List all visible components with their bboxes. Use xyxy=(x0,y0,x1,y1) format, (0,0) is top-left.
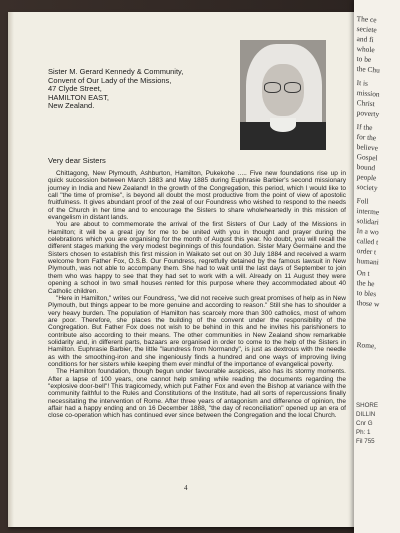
facing-page-footer-line: Fil 755 xyxy=(356,438,375,445)
address-line: Convent of Our Lady of the Missions, xyxy=(48,75,172,85)
body-paragraph: The Hamilton foundation, though begun under favourable auspices, also has its stormy moments. After a lapse of 100 years, one cannot help smiling while reading the documents regarding the "explosive door-bell"! This tragicomedy, which put Father Fox and even the Bishop at variance with the community faithful to the Rules and Constitutions of the Institute, had all sorts of repercussions finally necessitating the intervention of Rome. After three years of antagonism and difference of opinion, the affair had a happy ending and on 16 December 1888, "the day of reconciliation" opened up an era of close co-operation which has continued ever since between the Congregation and the local Church. xyxy=(48,368,346,420)
facing-page-fragment: order t xyxy=(356,246,377,257)
page-binding-shadow xyxy=(8,12,14,527)
facing-page-fragment: If the xyxy=(356,122,373,133)
address-line: Sister M. Gerard Kennedy & Community, xyxy=(48,67,184,76)
facing-page-fragment: mission xyxy=(356,88,380,99)
facing-page-fragment: whole xyxy=(356,44,376,55)
facing-page-fragment: to be xyxy=(356,54,372,64)
letter-salutation: Very dear Sisters xyxy=(48,156,106,165)
nun-portrait-photo xyxy=(240,40,326,150)
page-number: 4 xyxy=(184,484,188,492)
facing-page-fragment: Foll xyxy=(356,196,369,206)
facing-page-fragment: believe xyxy=(356,142,379,153)
letter-address xyxy=(48,68,183,111)
facing-page-fragment: called t xyxy=(356,236,379,247)
facing-page-fragment: Christ xyxy=(356,98,376,109)
body-paragraph: "Here in Hamilton," writes our Foundress, "we did not receive such great promises of help as in New Plymouth, but things appear to be more genuine and according to reason." Still she has to shoulder a very heavy burden. The population of Hamilton has scarcely more than 300 catholics, most of whom are poor. Therefore, she places the building of the convent under the responsibility of the Congregation. But Father Fox does not wish to be behind in this and he invites his parishioners to contribute also according to their means. The other communities in New Zealand show remarkable solidarity and, in different parts, bazaars are organised in order to come to the help of the Sisters in Hamilton. Euphrasie Barbier, the little "laundress from Normandy", is just as dextrous with the needle as with the smoothing-iron and she ingeniously finds a hundred and one ways of improving living conditions for her sisters while keeping them ever mindful of the importance of evangelical poverty. xyxy=(48,294,346,368)
facing-page-fragment: society xyxy=(356,182,378,193)
facing-page-fragment: solidari xyxy=(356,216,380,227)
facing-page-fragment: those w xyxy=(356,298,380,309)
facing-page-footer-line: Ph: 1 xyxy=(356,429,371,436)
facing-page-fragment: interme xyxy=(356,206,380,217)
facing-page-fragment: seciete xyxy=(356,24,378,35)
facing-page-fragment: to bles xyxy=(356,288,377,299)
facing-page-fragment: poverty xyxy=(356,108,380,119)
address-line: 47 Clyde Street, xyxy=(48,84,102,94)
address-line: HAMILTON EAST, xyxy=(48,92,109,102)
letter-body xyxy=(48,170,346,420)
facing-page-fragment: and fi xyxy=(356,34,375,45)
facing-page-fragment: for the xyxy=(356,132,377,143)
facing-page-fragment: It is xyxy=(356,78,369,88)
facing-page-rome: Rome, xyxy=(356,340,377,351)
facing-page-fragment: humani xyxy=(356,256,380,267)
facing-page-fragment: The ce xyxy=(356,14,377,25)
facing-page-footer-line: DILLIN xyxy=(356,411,376,418)
facing-page-fragment: bound xyxy=(356,162,376,173)
facing-page-footer-line: Cnr G xyxy=(356,420,373,427)
facing-page xyxy=(354,0,400,533)
facing-page-footer-line: SHORE xyxy=(356,402,379,409)
body-paragraph: Chittagong, New Plymouth, Ashburton, Hamilton, Pukekohe ..... Five new foundations rise up in quick succession between March 1883 and May 1885 during Euphrasie Barbier's second missionary journey in India and New Zealand! In the growth of the Congregation, this period, which I would like to call "the time of promise", is beyond all doubt the most productive from the point of view of apostolic fruitfulness. It gives abundant proof of the zeal of our Foundress who wished to respond to the needs of the Church in her time and to encourage the Sisters to share wholeheartedly in this mission of evangelism in distant lands. xyxy=(48,170,346,222)
facing-page-fragment: the Chu xyxy=(356,64,381,75)
facing-page-fragment: people xyxy=(356,172,377,183)
facing-page-fragment: Gospel xyxy=(356,152,378,163)
portrait-collar xyxy=(270,118,296,132)
address-line: New Zealand. xyxy=(48,101,95,111)
facing-page-fragment: In a wo xyxy=(356,226,380,237)
body-paragraph: You are about to commemorate the arrival of the first Sisters of Our Lady of the Missions in Hamilton; it will be a great joy for me to be united with you in thought and prayer during the celebrations which you are organising for the month of August this year. No doubt, you will recall the different stages marking the very modest beginnings of this foundation. Sister Mary Germaine and the Sisters chosen to establish this first mission in Waikato set out on 30 July 1884 and received a warm welcome from Father Fox, O.S.B. Our Foundress, regretfully detained by the famous lawsuit in New Plymouth, was not able to accompany them. She had to wait until the last days of September to join them who was happy to see that they had set to work with a will. Already on 11 August they were opening a school in two small houses rented for this purpose where they accommodated about 40 Catholic children. xyxy=(48,221,346,295)
facing-page-fragment: On t xyxy=(356,268,370,278)
portrait-glasses xyxy=(264,82,302,92)
facing-page-fragment: the he xyxy=(356,278,375,289)
